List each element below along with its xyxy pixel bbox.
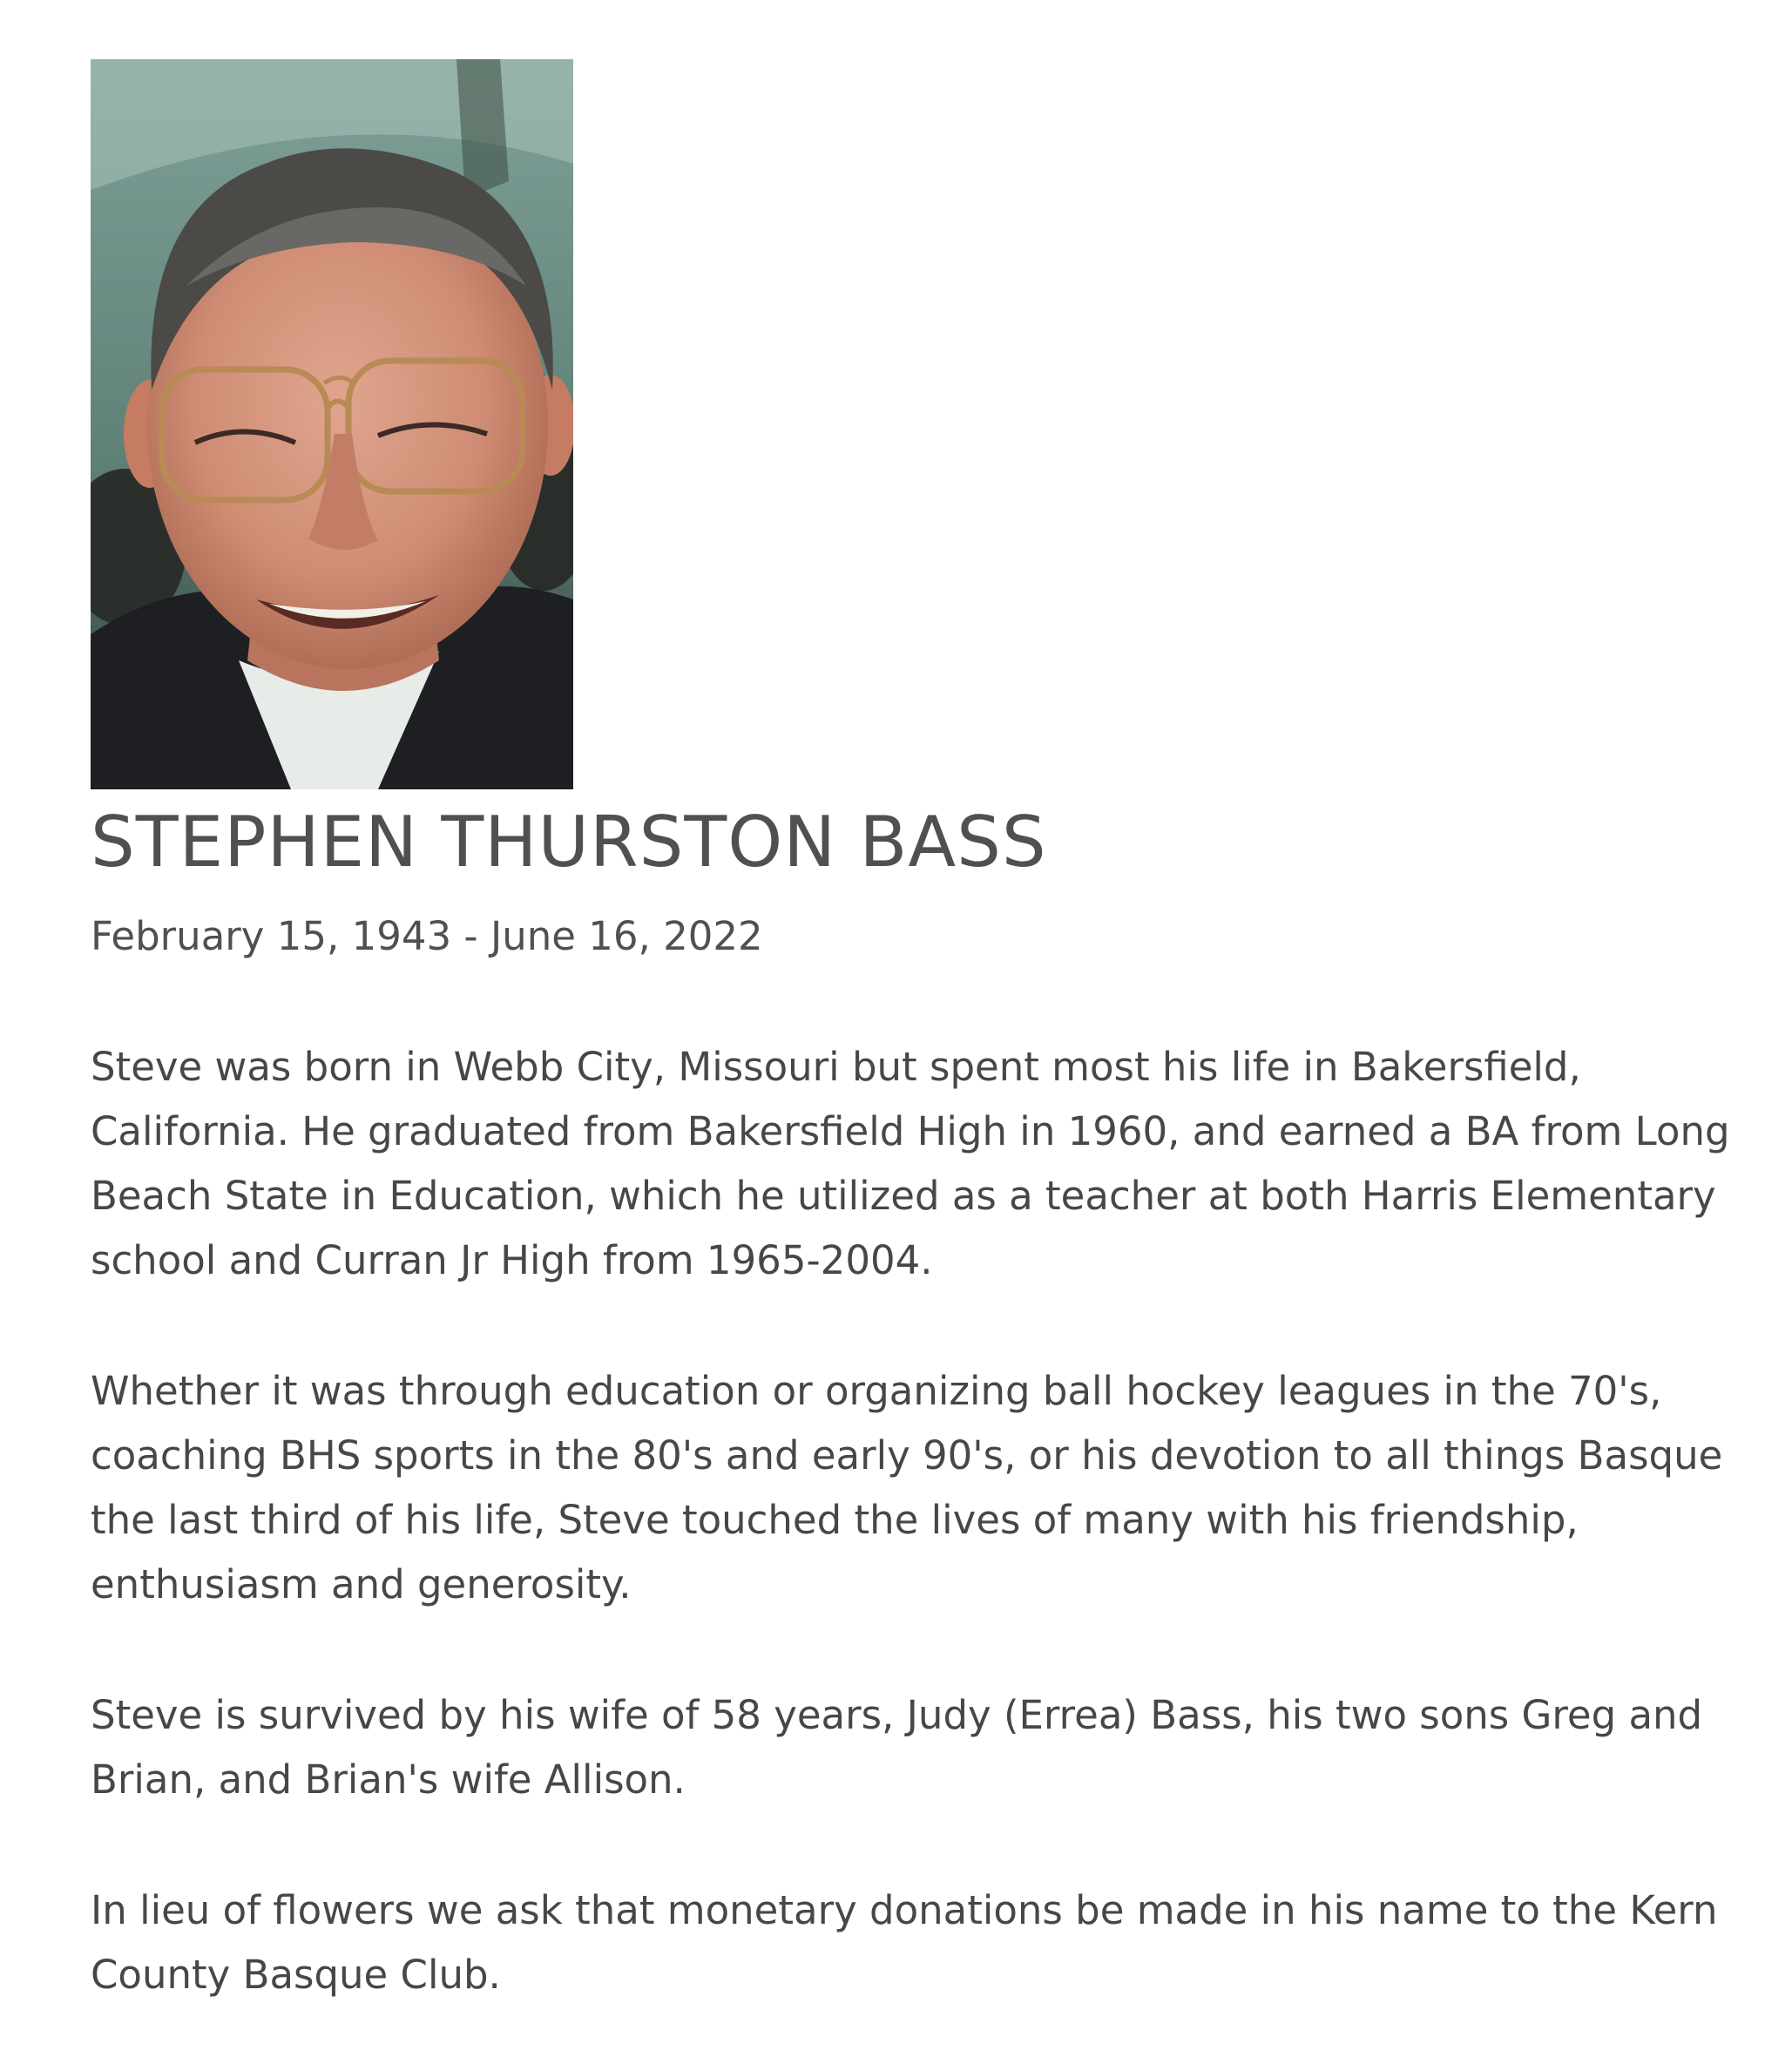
portrait-illustration [91,59,573,789]
deceased-name: STEPHEN THURSTON BASS [91,802,1047,883]
paragraph-survivors: Steve is survived by his wife of 58 years, Judy (Errea) Bass, his two sons Greg and Brian, and Brian's wife Allison. [91,1692,1703,1803]
paragraph-biography: Steve was born in Webb City, Missouri but spent most his life in Bakersfield, California. He graduated from Bakersfield High in 1960, and earned a BA from Long Beach State in Education, which he utilized as a teacher at both Harris Elementary school and Curran Jr High from 1965-2004. [91,1044,1730,1283]
obituary-body [91,1035,1763,2007]
life-dates: February 15, 1943 - June 16, 2022 [91,913,763,959]
portrait-photo [91,59,573,789]
paragraph-donations: In lieu of flowers we ask that monetary donations be made in his name to the Kern County Basque Club. [91,1887,1718,1998]
paragraph-legacy: Whether it was through education or organizing ball hockey leagues in the 70's, coaching BHS sports in the 80's and early 90's, or his devotion to all things Basque the last third of his life, Steve touched the lives of many with his friendship, enthusiasm and generosity. [91,1368,1723,1607]
